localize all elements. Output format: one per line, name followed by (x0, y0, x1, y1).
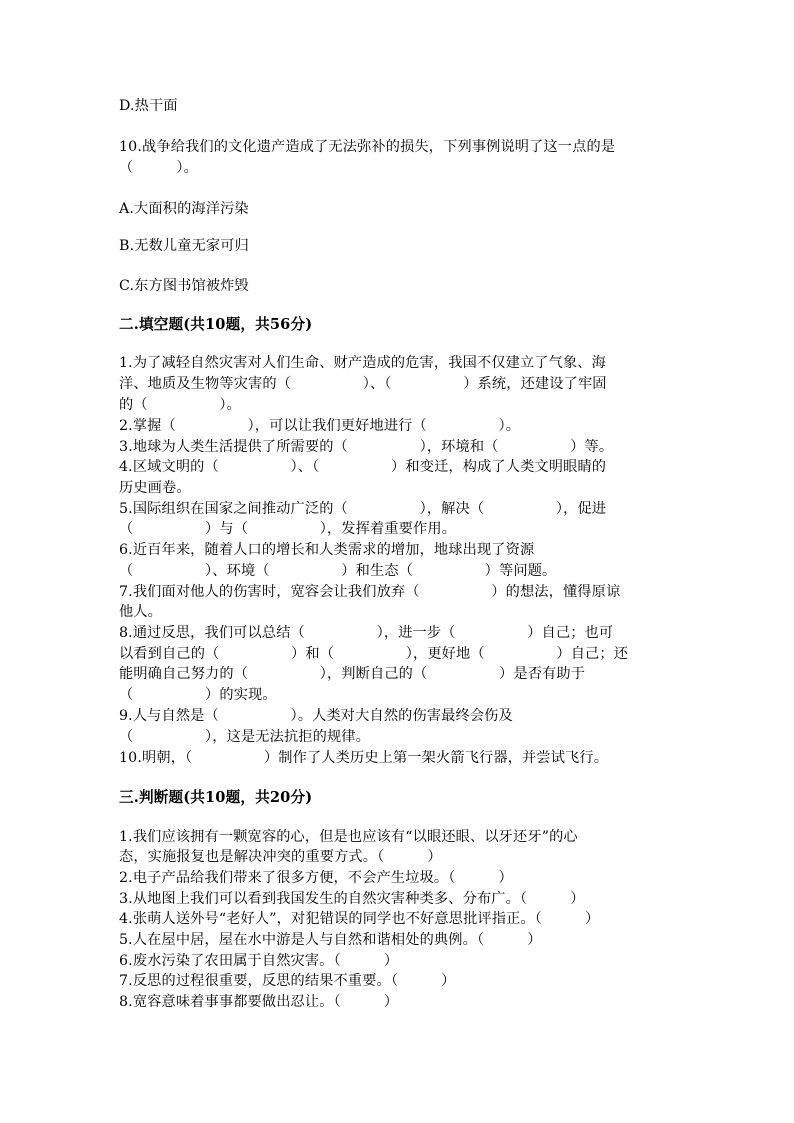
judge-q2-line: 2.电子产品给我们带来了很多方便，不会产生垃圾。（ ） (119, 870, 513, 886)
fill-q10-line: 10.明朝，（ ）制作了人类历史上第一架火箭飞行器，并尝试飞行。 (119, 750, 609, 766)
fill-q3-line: 3.地球为人类生活提供了所需要的（ ），环境和（ ）等。 (119, 439, 614, 455)
fill-q8-line-3: 能明确自己努力的（ ），判断自己的（ ）是否有助于 (119, 666, 586, 682)
option-c-line: C.东方图书馆被炸毁 (119, 278, 249, 294)
option-d-line: D.热干面 (119, 98, 178, 114)
fill-q1-line-1: 1.为了减轻自然灾害对人们生命、财产造成的危害，我国不仅建立了气象、海 (119, 355, 606, 371)
judge-q1-line-1: 1.我们应该拥有一颗宽容的心，但是也应该有“以眼还眼、以牙还牙”的心 (119, 829, 578, 845)
fill-q9-line-1: 9.人与自然是（ ）。人类对大自然的伤害最终会伤及 (119, 708, 513, 724)
judge-q4-line: 4.张萌人送外号“老好人”，对犯错误的同学也不好意思批评指正。（ ） (119, 911, 600, 927)
fill-q4-line-2: 历史画卷。 (119, 480, 191, 496)
judge-q5-line: 5.人在屋中居，屋在水中游是人与自然和谐相处的典例。（ ） (119, 932, 542, 948)
section-fill-blank-heading: 二.填空题(共10题，共56分) (119, 316, 313, 333)
option-b-line: B.无数儿童无家可归 (119, 238, 249, 254)
section-judge-heading: 三.判断题(共10题，共20分) (119, 789, 313, 806)
fill-q6-line-2: （ ）、环境（ ）和生态（ ）等问题。 (119, 563, 557, 579)
fill-q7-line-1: 7.我们面对他人的伤害时，宽容会让我们放弃（ ）的想法，懂得原谅 (119, 584, 621, 600)
fill-q4-line-1: 4.区域文明的（ ）、（ ）和变迁，构成了人类文明眼睛的 (119, 459, 607, 475)
fill-q9-line-2: （ ），这是无法抗拒的规律。 (119, 729, 370, 745)
fill-q8-line-1: 8.通过反思，我们可以总结（ ），进一步（ ）自己；也可 (119, 625, 614, 641)
judge-q3-line: 3.从地图上我们可以看到我国发生的自然灾害种类多、分布广。（ ） (119, 891, 585, 907)
question-10-line-2: （ ）。 (119, 160, 198, 176)
fill-q8-line-2: 以看到自己的（ ）和（ ），更好地（ ）自己；还 (119, 646, 629, 662)
judge-q8-line: 8.宽容意味着事事都要做出忍让。（ ） (119, 994, 399, 1010)
fill-q1-line-3: 的（ ）。 (119, 397, 241, 413)
fill-q5-line-1: 5.国际组织在国家之间推动广泛的（ ），解决（ ），促进 (119, 501, 607, 517)
judge-q7-line: 7.反思的过程很重要，反思的结果不重要。（ ） (119, 973, 456, 989)
fill-q8-line-4: （ ）的实现。 (119, 687, 277, 703)
question-10-line-1: 10.战争给我们的文化遗产造成了无法弥补的损失，下列事例说明了这一点的是 (119, 139, 616, 155)
judge-q1-line-2: 态，实施报复也是解决冲突的重要方式。（ ） (119, 849, 442, 865)
option-a-line: A.大面积的海洋污染 (119, 201, 249, 217)
judge-q6-line: 6.废水污染了农田属于自然灾害。（ ） (119, 953, 399, 969)
fill-q1-line-2: 洋、地质及生物等灾害的（ ）、（ ）系统，还建设了牢固 (119, 376, 607, 392)
fill-q5-line-2: （ ）与（ ），发挥着重要作用。 (119, 521, 457, 537)
fill-q7-line-2: 他人。 (119, 604, 163, 620)
fill-q2-line: 2.掌握（ ），可以让我们更好地进行（ ）。 (119, 418, 521, 434)
fill-q6-line-1: 6.近百年来，随着人口的增长和人类需求的增加，地球出现了资源 (119, 542, 535, 558)
